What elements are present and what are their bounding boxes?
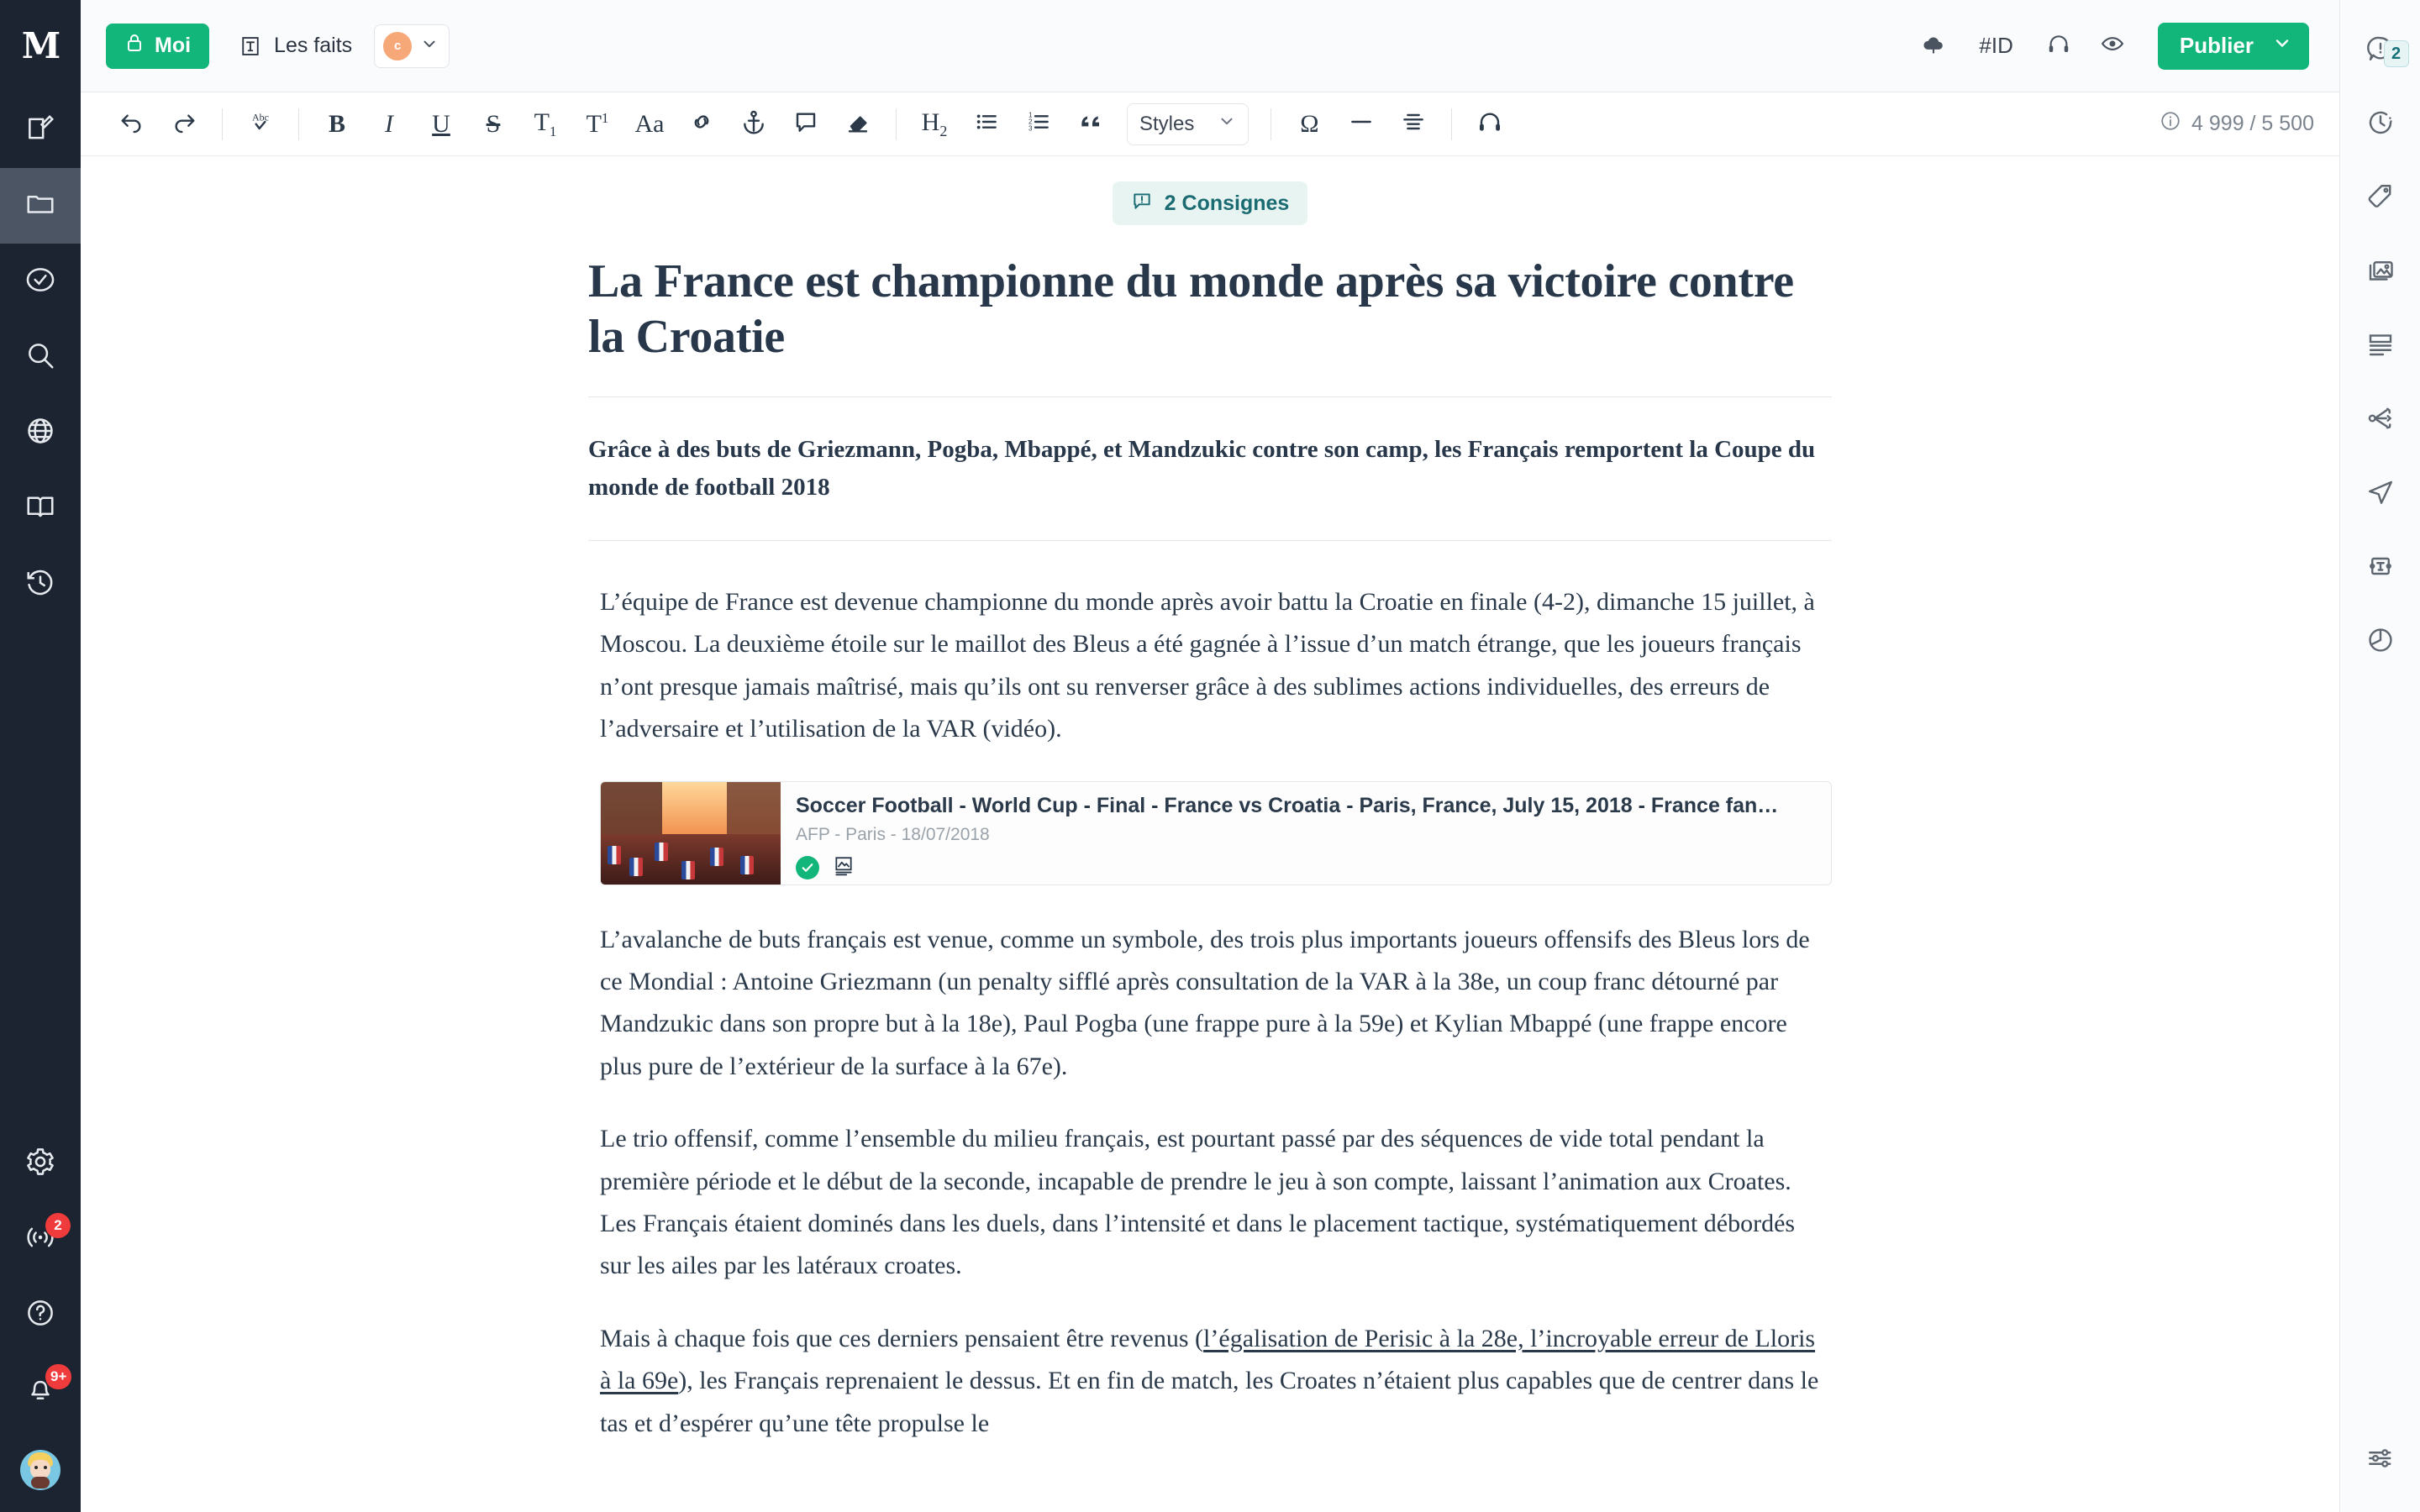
lock-icon [124,32,145,60]
preview-button[interactable] [2086,23,2139,70]
font-case-button[interactable] [623,98,676,150]
paragraph-2[interactable]: L’avalanche de buts français est venue, comme un symbole, des trois plus importants joueurs offensifs des Bleus lors de ce Mondial : Antoine Griezmann (un penalty sifflé après consultation de la VAR à la 38e, un coup franc détourné par Mandzukic dans son propre but à la 18e), Paul Pogba (une frappe pure à la 59e) et Kylian Mbappé (une frappe encore plus pure de l’extérieur de la surface à la 67e). [600,925,1810,1080]
link-icon [688,108,715,139]
media-thumbnail [601,782,781,885]
toolbar-divider [222,108,223,140]
rail-item-text-box[interactable] [2340,531,2420,605]
publish-label: Publier [2179,33,2254,58]
article-body [588,581,1832,1445]
notifications-badge: 9+ [45,1364,71,1389]
spellcheck-button[interactable] [234,98,287,150]
clear-format-button[interactable] [832,98,884,150]
rail-item-distribution[interactable] [2340,383,2420,457]
sidebar-item-settings[interactable] [0,1126,81,1201]
word-count [2160,110,2314,138]
styles-dropdown[interactable] [1127,103,1249,145]
redo-icon [171,108,197,139]
history-icon [24,566,56,602]
alert-circle-icon [1131,190,1153,218]
svg-text:1: 1 [1028,111,1033,119]
top-bar-actions [1907,23,2309,70]
text-box-icon [2365,551,2396,585]
eye-icon [2100,31,2125,60]
special-char-button[interactable] [1283,98,1335,150]
quote-icon [1077,108,1104,139]
sidebar-item-help[interactable] [0,1277,81,1352]
subscript-button[interactable] [519,98,571,150]
consignes-row [588,181,1832,225]
chevron-down-icon [2272,33,2292,59]
align-center-icon [1400,108,1427,139]
sidebar-item-notifications[interactable] [0,1352,81,1428]
check-icon [796,856,819,879]
link-button[interactable] [676,98,728,150]
superscript-button[interactable] [571,98,623,150]
italic-button[interactable] [363,98,415,150]
paragraph-3[interactable]: Le trio offensif, comme l’ensemble du milieu français, est pourtant passé par des séquences de vide total pendant la première période et le début de la seconde, incapable de prendre le jeu à son compte, laissant l’animation aux Croates. Les Français étaient dominés dans les duels, dans l’intensité et dans le placement tactique, systématiquement débordés sur les ailes par les latéraux croates. [600,1125,1796,1280]
superscript-icon: $T^1$ [586,109,609,138]
styles-label: Styles [1139,112,1195,135]
svg-text:2: 2 [1028,118,1033,126]
eraser-icon [844,108,871,139]
headphones-icon [1476,108,1503,139]
les-faits-button[interactable] [238,34,352,59]
strikethrough-button[interactable] [467,98,519,150]
headphones-button[interactable] [2032,23,2086,70]
chevron-down-icon [420,34,439,57]
align-center-button[interactable] [1387,98,1439,150]
paragraph-4-pre: Mais à chaque fois que ces derniers pensaient être revenus ( [600,1324,1204,1352]
numbered-list-icon [1025,108,1052,139]
folder-icon [24,188,56,224]
undo-button[interactable] [106,98,158,150]
top-bar [81,0,2339,92]
inline-link-perisic-lloris[interactable]: l’égalisation de Perisic à la 28e, l’incroyable erreur de Lloris à la 69e [600,1324,1816,1395]
rail-item-tags[interactable] [2340,161,2420,235]
rail-item-schedule[interactable] [2340,87,2420,161]
help-icon [24,1297,56,1333]
heading-2-icon: $H_2$ [921,108,948,139]
svg-text:Abc: Abc [252,111,269,123]
rail-item-images[interactable] [2340,235,2420,309]
sidebar-item-broadcast[interactable] [0,1201,81,1277]
italic-icon: I [385,109,393,138]
redo-button[interactable] [158,98,210,150]
consignes-badge[interactable] [1113,181,1308,225]
app-logo-glyph: M [21,25,60,66]
moi-label: Moi [155,34,192,57]
media-title: Soccer Football - World Cup - Final - France vs Croatia - Paris, France, July 15, 2018 - France fan… [796,793,1779,817]
horizontal-rule-button[interactable] [1335,98,1387,150]
editor-toolbar [81,92,2339,156]
sidebar-item-search[interactable] [0,319,81,395]
numbered-list-button[interactable] [1013,98,1065,150]
headphones-icon [2046,31,2071,60]
share-nodes-icon [2365,403,2396,438]
toolbar-divider [1270,108,1271,140]
sidebar-item-folder[interactable] [0,168,81,244]
publish-button[interactable] [2158,23,2309,70]
spellcheck-icon [247,108,274,139]
rail-item-send[interactable] [2340,457,2420,531]
hash-id-button[interactable]: #ID [1979,33,2013,58]
clock-icon [2365,108,2396,142]
book-icon [24,491,56,527]
anchor-icon [740,108,767,139]
send-icon [2365,477,2396,512]
paragraph-4[interactable] [600,1318,1832,1445]
media-card[interactable] [600,781,1832,885]
media-credit: AFP - Paris - 18/07/2018 [796,824,990,844]
comments-badge: 2 [2384,40,2409,67]
les-faits-label: Les faits [274,34,353,57]
document-scroll-area[interactable] [81,156,2339,1512]
rail-item-comments[interactable] [2340,13,2420,87]
font-size-icon: Aa [634,109,665,138]
moi-button[interactable] [106,24,209,69]
sidebar-item-guide[interactable] [0,470,81,546]
info-icon [2160,110,2181,138]
gear-icon [24,1146,56,1182]
article-chapeau[interactable]: Grâce à des buts de Griezmann, Pogba, Mbappé, et Mandzukic contre son camp, les Français remportent la Coupe du monde de football 2018 [588,397,1832,541]
layout-icon [2365,329,2396,364]
tag-icon [2365,181,2396,216]
horizontal-rule-icon [1348,108,1375,139]
comment-button[interactable] [780,98,832,150]
consignes-label: 2 Consignes [1164,191,1290,215]
app-logo[interactable] [0,0,81,92]
heading2-button[interactable] [908,98,960,150]
document [588,156,1832,1445]
strikethrough-icon: S [486,109,501,138]
anchor-button[interactable] [728,98,780,150]
paragraph-1[interactable]: L’équipe de France est devenue championne du monde après avoir battu la Croatie en finale (4-2), dimanche 15 juillet, à Moscou. La deuxième étoile sur le maillot des Bleus a été gagnée à l’issue d’un match étrange, que les joueurs français n’ont presque jamais maîtrisé, mais qu’ils ont su renverser grâce à des sublimes actions individuelles, des erreurs de l’adversaire et l’utilisation de la VAR (vidéo). [600,588,1815,743]
sidebar-item-web[interactable] [0,395,81,470]
bold-button[interactable] [311,98,363,150]
language-avatar: c [383,32,412,60]
toolbar-divider [896,108,897,140]
audio-button[interactable] [1464,98,1516,150]
compose-icon [24,113,56,149]
cloud-upload-icon [1921,31,1946,60]
broadcast-badge: 2 [45,1213,71,1238]
toolbar-divider [1451,108,1452,140]
image-icon[interactable] [833,855,855,881]
rail-item-layout[interactable] [2340,309,2420,383]
page-title[interactable]: La France est championne du monde après sa victoire contre la Croatie [588,254,1832,397]
chevron-down-icon [1218,112,1236,136]
word-count-value: 4 999 / 5 500 [2191,112,2314,135]
globe-icon [24,415,56,451]
sidebar-item-compose[interactable] [0,92,81,168]
right-rail [2339,0,2420,1512]
sidebar-item-history[interactable] [0,546,81,622]
underline-button[interactable] [415,98,467,150]
toolbar-divider [298,108,299,140]
rail-item-preferences[interactable] [2340,1423,2420,1497]
paragraph-4-post: ), les Français reprenaient le dessus. Et en fin de match, les Croates n’étaient plus capables que de centrer dans le tas et d’espérer qu’une tête propulse le [600,1367,1819,1437]
avatar-image [20,1450,60,1490]
undo-icon [118,108,145,139]
rail-item-stats[interactable] [2340,605,2420,679]
bullet-list-button[interactable] [960,98,1013,150]
sidebar-item-validation[interactable] [0,244,81,319]
check-circle-icon [24,264,56,300]
language-selector[interactable] [374,24,450,68]
search-icon [24,339,56,375]
text-frame-icon [238,34,263,59]
avatar[interactable] [0,1428,81,1512]
main-area [81,0,2339,1512]
bullet-list-icon [973,108,1000,139]
pie-chart-icon [2365,625,2396,659]
media-details [781,782,1831,885]
bold-icon: B [328,109,345,138]
cloud-upload-button[interactable] [1907,23,1960,70]
underline-icon: U [432,109,450,138]
sliders-icon [2365,1443,2396,1478]
omega-icon: Ω [1300,109,1319,138]
subscript-icon: $T_1$ [534,108,557,139]
blockquote-button[interactable] [1065,98,1117,150]
svg-text:3: 3 [1028,124,1033,133]
media-status-icons [796,855,1816,881]
images-icon [2365,255,2396,290]
comment-icon [792,108,819,139]
left-sidebar [0,0,81,1512]
